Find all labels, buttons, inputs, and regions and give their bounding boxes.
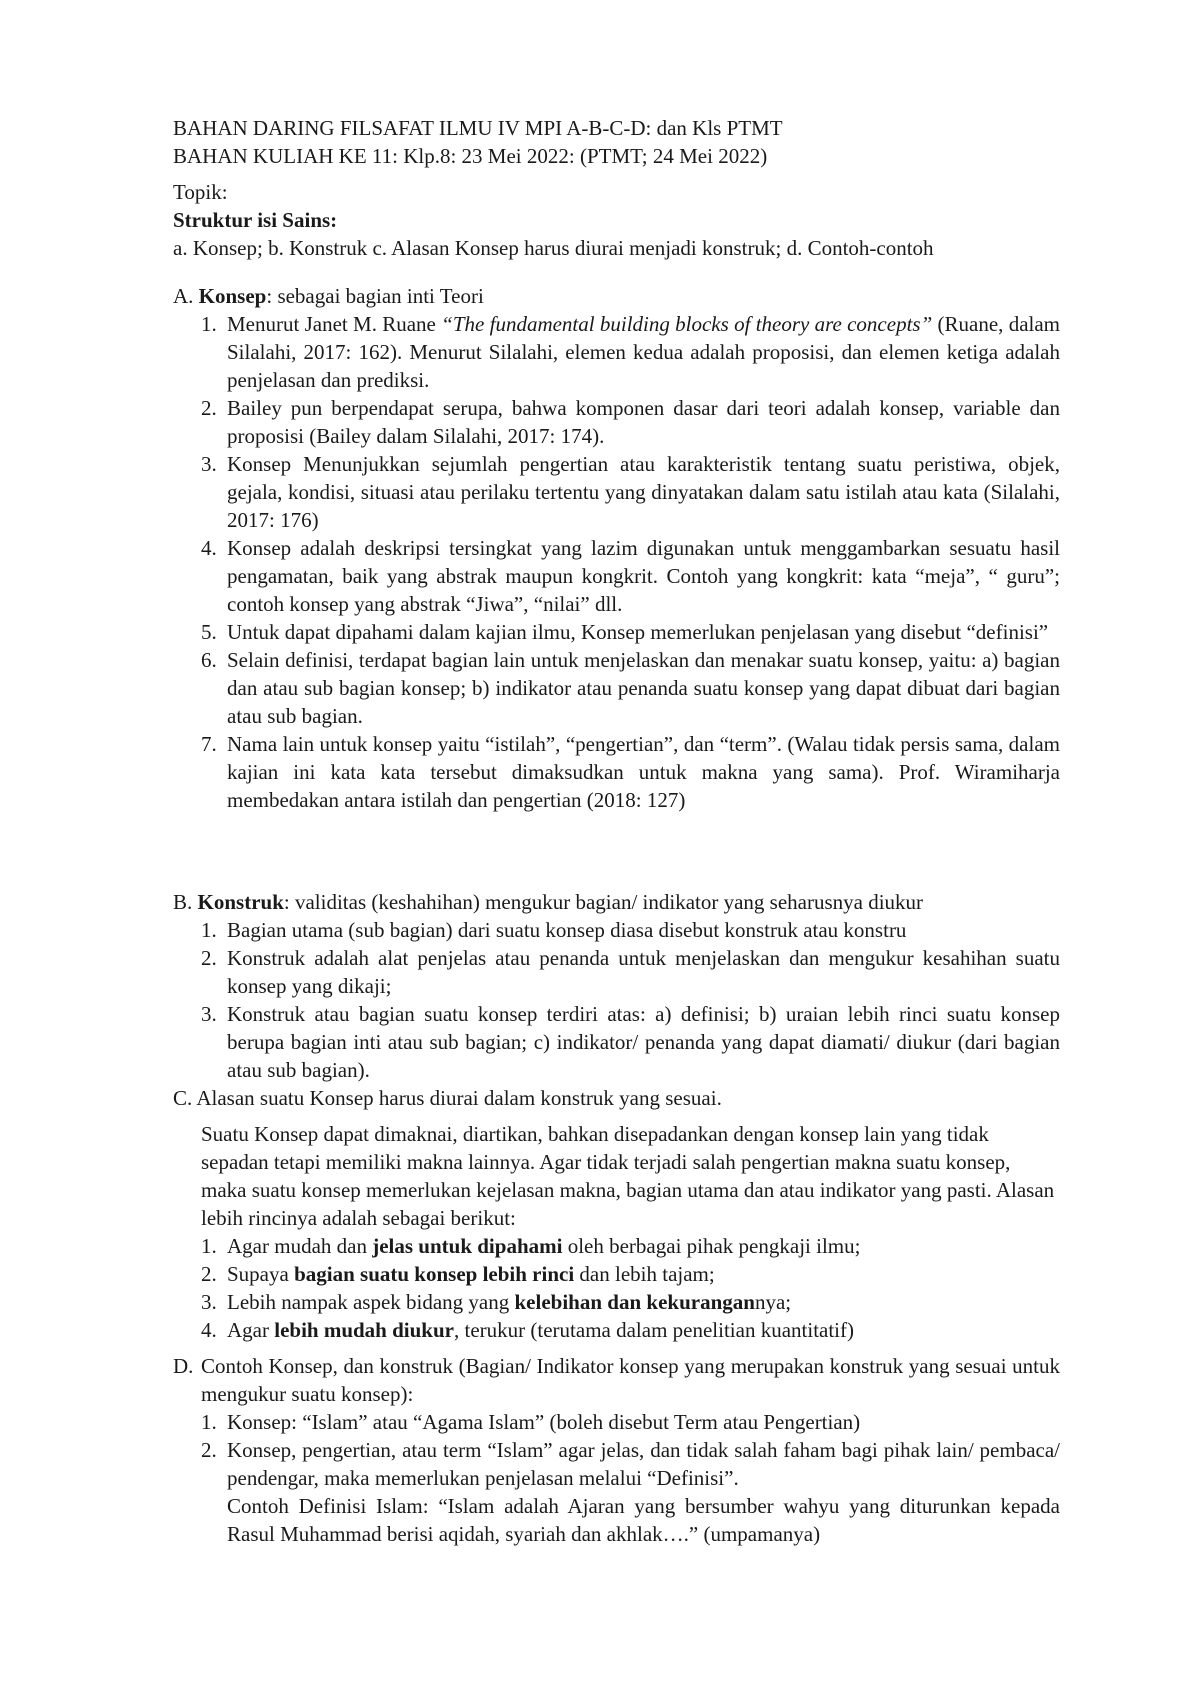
- item-text: Konsep Menunjukkan sejumlah pengertian atau karakteristik tentang suatu peristiwa, objek, gejala, kondisi, situasi atau perilaku tertentu yang dinyatakan dalam satu istilah atau kata (Silalahi, 2017: 176): [227, 452, 1060, 532]
- item-number: 1.: [201, 1410, 217, 1434]
- item-number: 2.: [201, 396, 217, 420]
- item-number: 2.: [201, 1262, 217, 1286]
- section-b-heading: [173, 888, 1060, 916]
- item-text: Agar mudah dan: [227, 1234, 373, 1258]
- item-text: Konstruk adalah alat penjelas atau penanda untuk menjelaskan dan mengukur kesahihan suatu konsep yang dikaji;: [227, 946, 1060, 998]
- item-text: , terukur (terutama dalam penelitian kuantitatif): [454, 1318, 855, 1342]
- topic-title: Struktur isi Sains:: [173, 208, 338, 232]
- item-text: Untuk dapat dipahami dalam kajian ilmu, Konsep memerlukan penjelasan yang disebut “definisi”: [227, 620, 1049, 644]
- item-text: (Ruane, dalam Silalahi, 2017: 162). Menurut Silalahi, elemen kedua adalah proposisi, dan elemen ketiga adalah penjelasan dan prediksi.: [227, 312, 1061, 392]
- item-number: 4.: [201, 1318, 217, 1342]
- item-number: 3.: [201, 452, 217, 476]
- list-item: [173, 944, 1060, 1000]
- list-item: [173, 1436, 1060, 1548]
- list-item: [173, 1260, 1060, 1288]
- list-item: [173, 310, 1060, 394]
- section-a-letter: A.: [173, 284, 194, 308]
- section-c-heading: C. Alasan suatu Konsep harus diurai dalam konstruk yang sesuai.: [173, 1086, 722, 1110]
- list-item: [173, 1316, 1060, 1344]
- definition-example: Contoh Definisi Islam: “Islam adalah Ajaran yang bersumber wahyu yang diturunkan kepada Rasul Muhammad berisi aqidah, syariah dan akhlak….” (umpamanya): [227, 1494, 1060, 1546]
- item-text: Agar: [227, 1318, 275, 1342]
- section-d-list: [173, 1408, 1060, 1548]
- item-emphasis: bagian suatu konsep lebih rinci: [294, 1262, 575, 1286]
- section-d-heading: [173, 1352, 1060, 1408]
- item-text: Konsep adalah deskripsi tersingkat yang lazim digunakan untuk menggambarkan sesuatu hasil pengamatan, baik yang abstrak maupun kongkrit. Contoh yang kongkrit: kata “meja”, “ guru”; contoh konsep yang abstrak “Jiwa”, “nilai” dll.: [227, 536, 1060, 616]
- item-number: 5.: [201, 620, 217, 644]
- item-text: Selain definisi, terdapat bagian lain untuk menjelaskan dan menakar suatu konsep, yaitu: a) bagian dan atau sub bagian konsep; b) indikator atau penanda suatu konsep yang dapat dibuat dari bagian atau sub bagian.: [227, 648, 1060, 728]
- item-number: 1.: [201, 312, 217, 336]
- list-item: [173, 618, 1060, 646]
- section-b-letter: B.: [173, 890, 193, 914]
- item-text: Bailey pun berpendapat serupa, bahwa komponen dasar dari teori adalah konsep, variable dan proposisi (Bailey dalam Silalahi, 2017: 174).: [227, 396, 1060, 448]
- item-text: Konsep: “Islam” atau “Agama Islam” (boleh disebut Term atau Pengertian): [227, 1410, 861, 1434]
- item-emphasis: jelas untuk dipahami: [372, 1234, 563, 1258]
- list-item: [173, 730, 1060, 814]
- list-item: [173, 450, 1060, 534]
- list-item: [173, 534, 1060, 618]
- header-line-2: BAHAN KULIAH KE 11: Klp.8: 23 Mei 2022: (PTMT; 24 Mei 2022): [173, 144, 768, 168]
- topic-label: Topik:: [173, 180, 228, 204]
- list-item: [173, 1408, 1060, 1436]
- section-d-letter: D.: [173, 1354, 194, 1378]
- section-d-heading-text: Contoh Konsep, dan konstruk (Bagian/ Indikator konsep yang merupakan konstruk yang sesuai untuk mengukur suatu konsep):: [201, 1354, 1060, 1406]
- section-a-heading: [173, 282, 1060, 310]
- list-item: [173, 394, 1060, 450]
- section-b-term: Konstruk: [197, 890, 284, 914]
- item-text: Supaya: [227, 1262, 295, 1286]
- item-text: Konstruk atau bagian suatu konsep terdiri atas: a) definisi; b) uraian lebih rinci suatu konsep berupa bagian inti atau sub bagian; c) indikator/ penanda yang dapat diamati/ diukur (dari bagian atau sub bagian).: [227, 1002, 1060, 1082]
- item-quote: “The fundamental building blocks of theory are concepts”: [441, 312, 933, 336]
- header-line-1: BAHAN DARING FILSAFAT ILMU IV MPI A-B-C-D: dan Kls PTMT: [173, 116, 783, 140]
- topic-subtitle: a. Konsep; b. Konstruk c. Alasan Konsep harus diurai menjadi konstruk; d. Contoh-contoh: [173, 236, 934, 260]
- section-c-paragraph: Suatu Konsep dapat dimaknai, diartikan, bahkan disepadankan dengan konsep lain yang tidak sepadan tetapi memiliki makna lainnya. Agar tidak terjadi salah pengertian makna suatu konsep, maka suatu konsep memerlukan kejelasan makna, bagian utama dan atau indikator yang pasti. Alasan lebih rincinya adalah sebagai berikut:: [201, 1122, 1055, 1230]
- item-text: Menurut Janet M. Ruane: [227, 312, 442, 336]
- item-number: 4.: [201, 536, 217, 560]
- list-item: [173, 1232, 1060, 1260]
- item-number: 3.: [201, 1290, 217, 1314]
- section-a-rest: : sebagai bagian inti Teori: [266, 284, 484, 308]
- section-a-term: Konsep: [198, 284, 267, 308]
- item-number: 2.: [201, 1438, 217, 1462]
- item-number: 1.: [201, 1234, 217, 1258]
- list-item: [173, 646, 1060, 730]
- section-d-heading-block: [173, 1352, 1060, 1408]
- item-text: Konsep, pengertian, atau term “Islam” agar jelas, dan tidak salah faham bagi pihak lain/ pembaca/ pendengar, maka memerlukan penjelasan melalui “Definisi”.: [227, 1438, 1060, 1490]
- list-item: [173, 916, 1060, 944]
- section-a-list: [173, 310, 1060, 814]
- item-number: 2.: [201, 946, 217, 970]
- item-number: 3.: [201, 1002, 217, 1026]
- item-emphasis: lebih mudah diukur: [274, 1318, 454, 1342]
- section-b-list: [173, 916, 1060, 1084]
- item-text: Bagian utama (sub bagian) dari suatu konsep diasa disebut konstruk atau konstru: [227, 918, 907, 942]
- item-text: nya;: [754, 1290, 792, 1314]
- section-c-list: [173, 1232, 1060, 1344]
- list-item: [173, 1288, 1060, 1316]
- item-emphasis: kelebihan dan kekurangan: [514, 1290, 755, 1314]
- item-text: dan lebih tajam;: [574, 1262, 715, 1286]
- section-b-rest: : validitas (keshahihan) mengukur bagian/ indikator yang seharusnya diukur: [283, 890, 924, 914]
- item-number: 7.: [201, 732, 217, 756]
- item-text: Nama lain untuk konsep yaitu “istilah”, “pengertian”, dan “term”. (Walau tidak persis sama, dalam kajian ini kata kata tersebut dimaksudkan untuk makna yang sama). Prof. Wiramiharja membedakan antara istilah dan pengertian (2018: 127): [227, 732, 1060, 812]
- item-number: 1.: [201, 918, 217, 942]
- list-item: [173, 1000, 1060, 1084]
- item-text: Lebih nampak aspek bidang yang: [227, 1290, 515, 1314]
- item-text: oleh berbagai pihak pengkaji ilmu;: [562, 1234, 861, 1258]
- item-number: 6.: [201, 648, 217, 672]
